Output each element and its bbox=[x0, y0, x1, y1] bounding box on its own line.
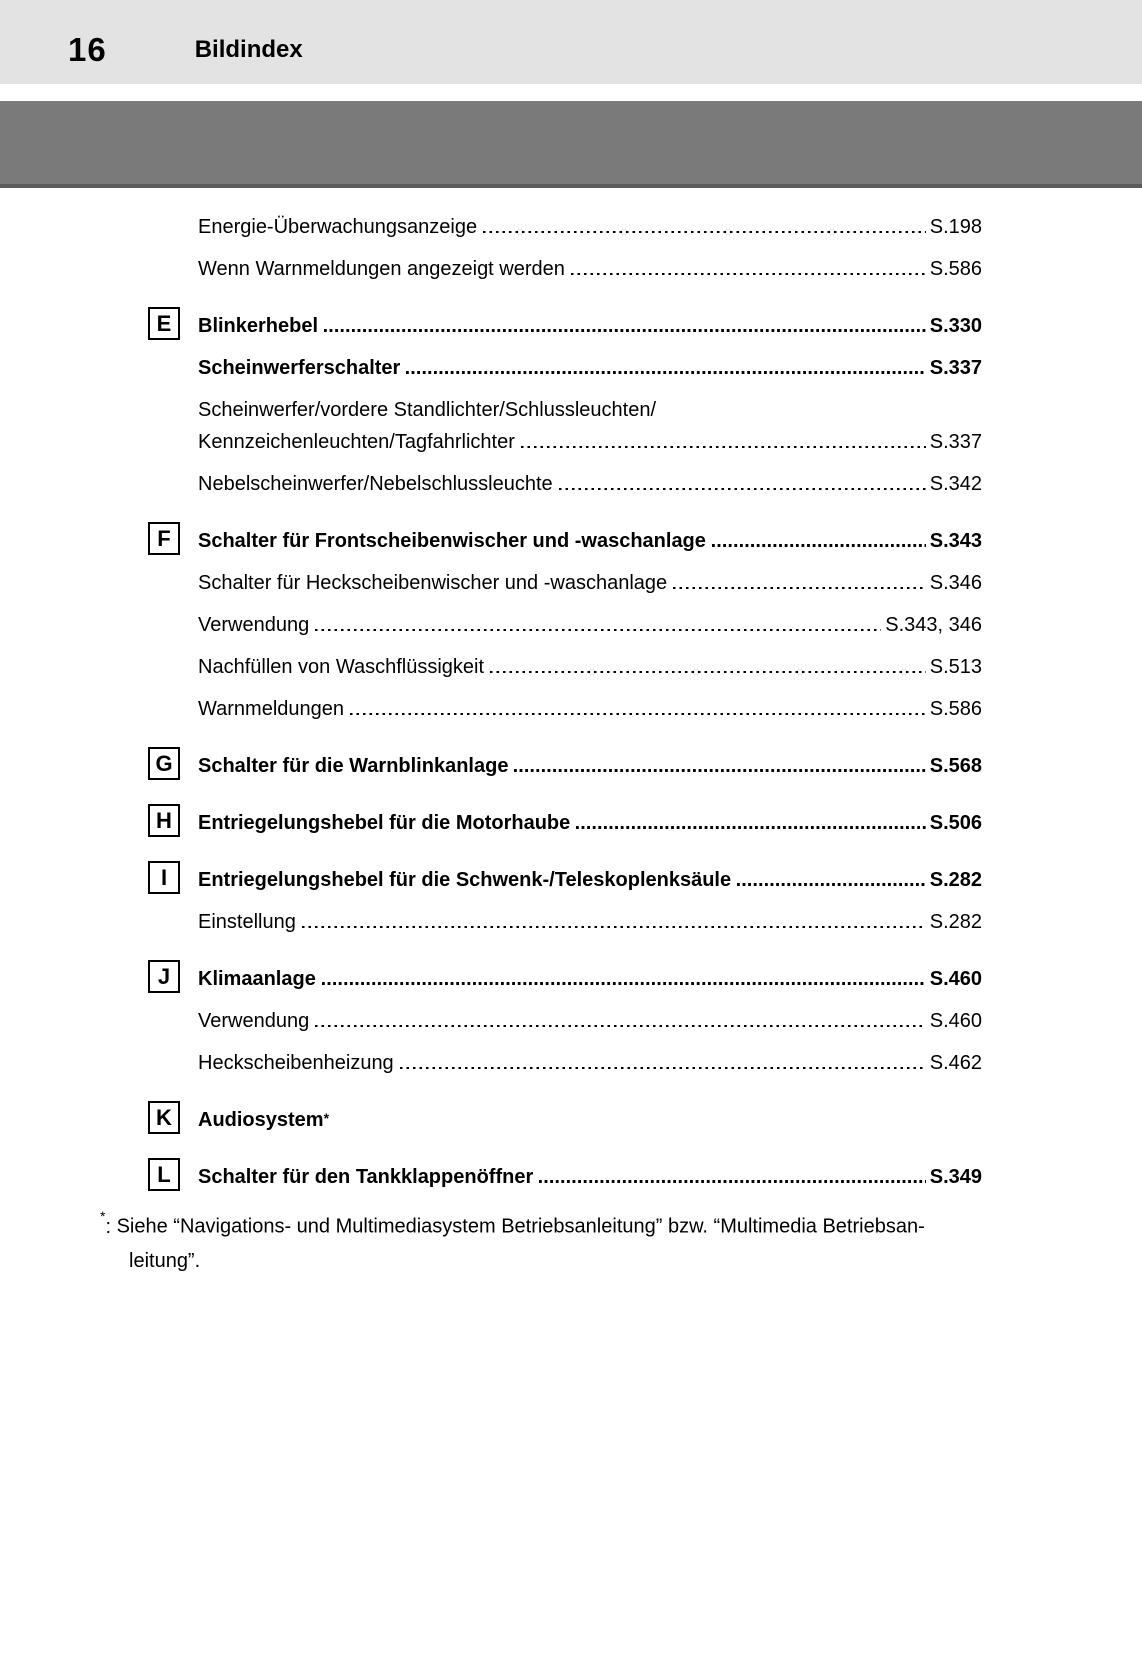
entry-label: Warnmeldungen bbox=[198, 698, 345, 720]
entry-label: Scheinwerferschalter bbox=[198, 357, 401, 379]
index-entry bbox=[198, 215, 982, 239]
entry-label: Energie-Überwachungsanzeige bbox=[198, 216, 478, 238]
dot-leader bbox=[315, 1024, 926, 1027]
dot-leader bbox=[322, 982, 926, 985]
page-header bbox=[0, 0, 1142, 84]
entry-label: Klimaanlage bbox=[198, 968, 316, 990]
dot-leader bbox=[559, 487, 926, 490]
entry-line bbox=[198, 910, 982, 934]
index-list bbox=[155, 188, 982, 1189]
section-letter-box: F bbox=[148, 522, 180, 555]
dot-leader bbox=[673, 586, 926, 589]
entry-label: Nebelscheinwerfer/Nebelschlussleuchte bbox=[198, 473, 553, 495]
page-reference: S.330 bbox=[929, 315, 982, 337]
entry-label: Schalter für die Warnblinkanlage bbox=[198, 755, 509, 777]
entry-line bbox=[198, 314, 982, 338]
page-reference: S.282 bbox=[929, 869, 982, 891]
page-reference: S.568 bbox=[929, 755, 982, 777]
entry-line bbox=[198, 868, 982, 892]
page-reference: S.462 bbox=[929, 1052, 982, 1074]
index-entry bbox=[156, 310, 982, 338]
index-entry bbox=[198, 1051, 982, 1075]
entry-line bbox=[198, 571, 982, 595]
dot-leader bbox=[539, 1180, 925, 1183]
page-reference: S.343 bbox=[929, 530, 982, 552]
index-entry bbox=[157, 1161, 982, 1189]
section-letter-box: K bbox=[148, 1101, 180, 1134]
page-reference: S.506 bbox=[929, 812, 982, 834]
index-entry bbox=[198, 655, 982, 679]
footnote bbox=[100, 1203, 1112, 1278]
dot-leader bbox=[350, 712, 926, 715]
entry-line bbox=[198, 215, 982, 239]
entry-label: Scheinwerfer/vordere Standlichter/Schlussleuchten/ bbox=[198, 399, 657, 421]
footnote-line2: leitung”. bbox=[129, 1249, 201, 1272]
asterisk-icon: * bbox=[100, 1208, 106, 1224]
entry-line bbox=[198, 1009, 982, 1033]
entry-label: Heckscheibenheizung bbox=[198, 1052, 394, 1074]
dot-leader bbox=[712, 544, 926, 547]
entry-line bbox=[198, 613, 982, 637]
index-entry bbox=[157, 525, 982, 553]
index-entry bbox=[156, 1104, 982, 1132]
index-entry bbox=[198, 398, 982, 454]
entry-label: Blinkerhebel bbox=[198, 315, 319, 337]
page-reference: S.282 bbox=[929, 911, 982, 933]
entry-label: Schalter für Heckscheibenwischer und -waschanlage bbox=[198, 572, 668, 594]
dot-leader bbox=[324, 329, 926, 332]
index-entry bbox=[198, 613, 982, 637]
page-title: Bildindex bbox=[194, 36, 303, 63]
entry-label: Nachfüllen von Waschflüssigkeit bbox=[198, 656, 485, 678]
page-reference: S.460 bbox=[929, 968, 982, 990]
entry-line bbox=[198, 1051, 982, 1075]
index-entry bbox=[198, 1009, 982, 1033]
entry-line bbox=[198, 257, 982, 281]
dot-leader bbox=[576, 826, 925, 829]
page-reference: S.198 bbox=[929, 216, 982, 238]
index-entry bbox=[198, 257, 982, 281]
dot-leader bbox=[315, 628, 881, 631]
page-reference: S.460 bbox=[929, 1010, 982, 1032]
index-entry bbox=[198, 472, 982, 496]
dot-leader bbox=[571, 272, 926, 275]
page-reference: S.343, 346 bbox=[885, 614, 982, 636]
entry-line bbox=[198, 398, 982, 422]
entry-label: Verwendung bbox=[198, 614, 310, 636]
entry-label: Schalter für Frontscheibenwischer und -waschanlage bbox=[198, 530, 706, 552]
entry-label: Verwendung bbox=[198, 1010, 310, 1032]
entry-label: Kennzeichenleuchten/Tagfahrlichter bbox=[198, 431, 515, 453]
index-entry bbox=[198, 571, 982, 595]
footnote-separator: : bbox=[105, 1215, 117, 1238]
entry-label: Entriegelungshebel für die Schwenk-/Teleskoplenksäule bbox=[198, 869, 732, 891]
entry-label: Audiosystem bbox=[198, 1109, 324, 1131]
index-entry bbox=[157, 963, 982, 991]
page-reference: S.513 bbox=[929, 656, 982, 678]
entry-line: Audiosystem * bbox=[198, 1109, 330, 1131]
section-letter-box: I bbox=[148, 861, 180, 894]
dot-leader bbox=[737, 883, 926, 886]
footnote-line1: Siehe “Navigations- und Multimediasystem Betriebsanleitung” bzw. “Multimedia Betriebsan- bbox=[116, 1215, 925, 1238]
entry-label: Schalter für den Tankklappenöffner bbox=[198, 1166, 534, 1188]
dot-leader bbox=[400, 1066, 926, 1069]
section-letter-box: E bbox=[148, 307, 180, 340]
section-letter-box: H bbox=[148, 804, 180, 837]
dot-leader bbox=[490, 670, 926, 673]
dot-leader bbox=[406, 371, 925, 374]
entry-label: Entriegelungshebel für die Motorhaube bbox=[198, 812, 571, 834]
entry-line bbox=[198, 811, 982, 835]
entry-line bbox=[198, 655, 982, 679]
entry-line bbox=[198, 697, 982, 721]
entry-line bbox=[198, 356, 982, 380]
section-letter-box: J bbox=[148, 960, 180, 993]
page-reference: S.586 bbox=[929, 698, 982, 720]
page-number: 16 bbox=[68, 31, 107, 68]
page-reference: S.346 bbox=[929, 572, 982, 594]
section-banner bbox=[0, 101, 1142, 188]
entry-line bbox=[198, 472, 982, 496]
index-entry bbox=[198, 697, 982, 721]
entry-line bbox=[198, 967, 982, 991]
dot-leader bbox=[521, 445, 926, 448]
entry-line bbox=[198, 1165, 982, 1189]
index-entry bbox=[160, 864, 982, 892]
entry-line bbox=[198, 430, 982, 454]
section-letter-box: G bbox=[148, 747, 180, 780]
entry-label: Einstellung bbox=[198, 911, 296, 933]
section-letter-box: L bbox=[148, 1158, 180, 1191]
page-reference: S.337 bbox=[929, 357, 982, 379]
index-entry bbox=[198, 356, 982, 380]
entry-line bbox=[198, 754, 982, 778]
page-reference: S.337 bbox=[929, 431, 982, 453]
dot-leader bbox=[514, 769, 925, 772]
footnote-marker bbox=[100, 1208, 117, 1238]
index-entry bbox=[198, 910, 982, 934]
dot-leader bbox=[302, 925, 926, 928]
dot-leader bbox=[483, 230, 926, 233]
page-reference: S.342 bbox=[929, 473, 982, 495]
entry-line bbox=[198, 529, 982, 553]
page-reference: S.586 bbox=[929, 258, 982, 280]
index-entry bbox=[155, 750, 982, 778]
entry-label: Wenn Warnmeldungen angezeigt werden bbox=[198, 258, 565, 280]
page-reference: S.349 bbox=[929, 1166, 982, 1188]
index-entry bbox=[156, 807, 982, 835]
